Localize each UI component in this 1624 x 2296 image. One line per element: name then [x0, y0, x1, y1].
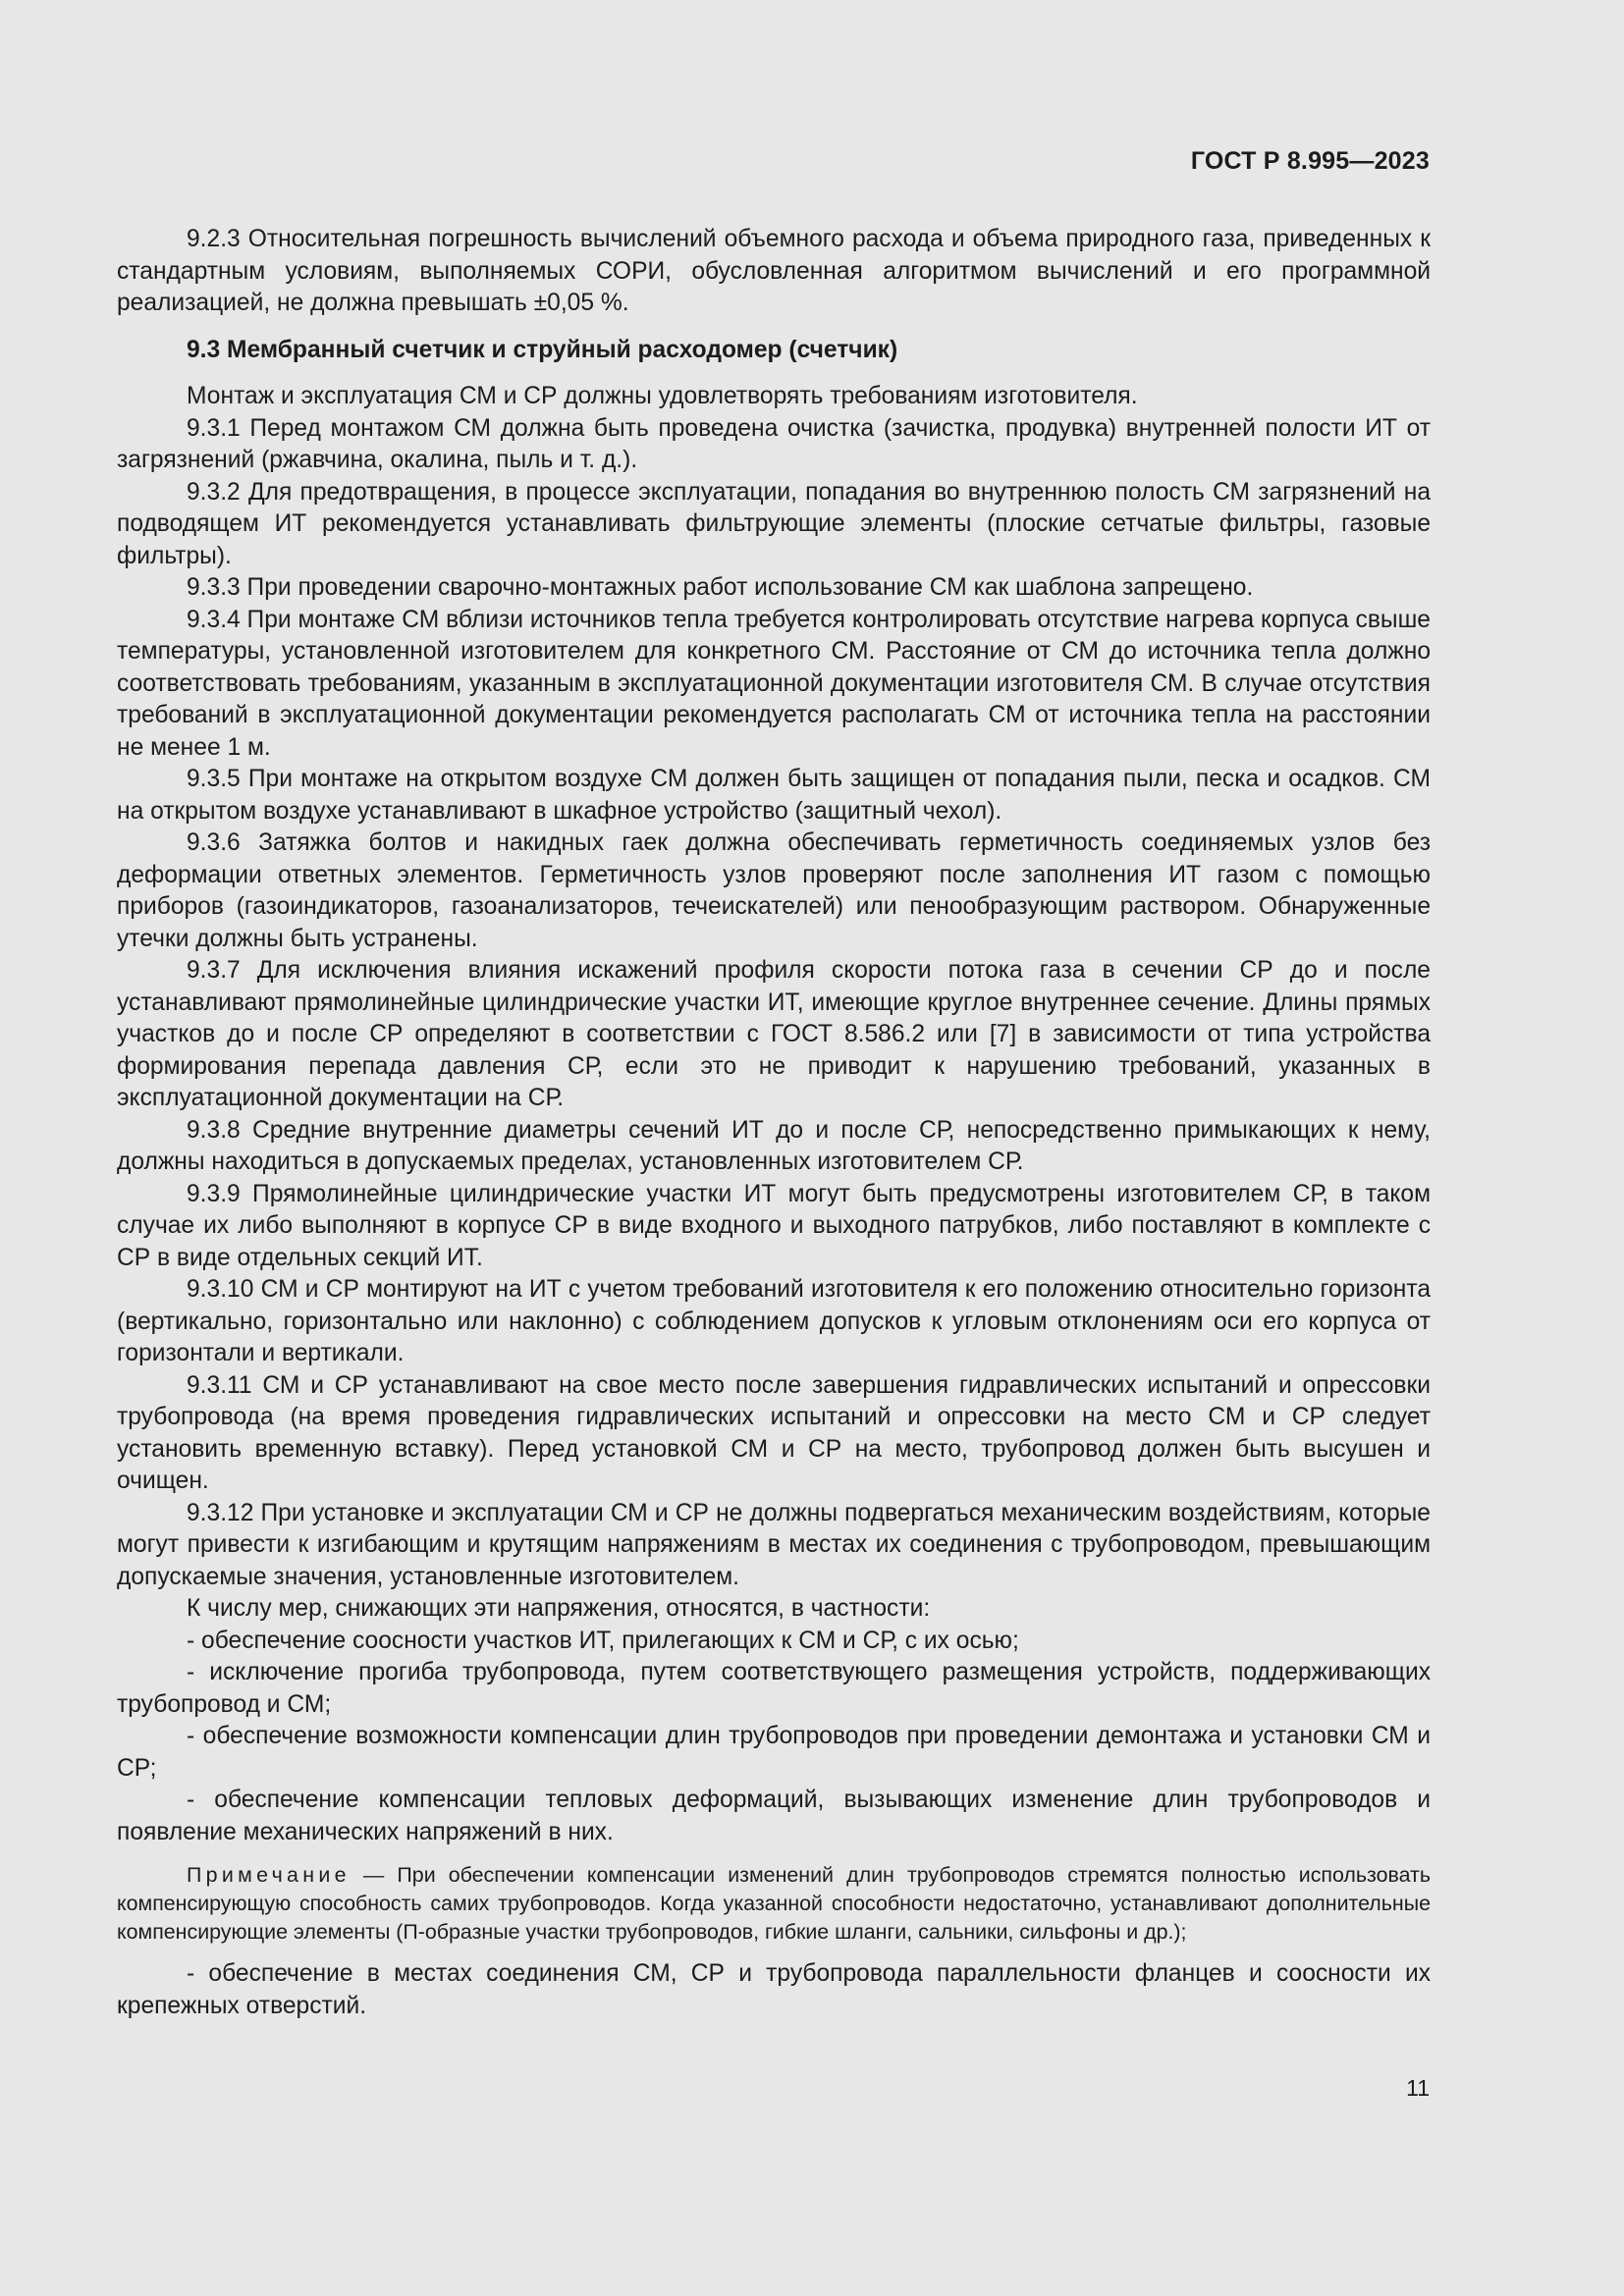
page-number: 11: [1406, 2075, 1430, 2101]
list-item: - обеспечение соосности участков ИТ, прилегающих к СМ и СР, с их осью;: [187, 1627, 1019, 1654]
paragraph-9-3-8: 9.3.8 Средние внутренние диаметры сечений ИТ до и после СР, непосредственно примыкающих к нему, должны находиться в допускаемых пределах, установленных изготовителем СР.: [117, 1116, 1431, 1175]
paragraph-9-3-7: 9.3.7 Для исключения влияния искажений профиля скорости потока газа в сечении СР до и после устанавливают прямолинейные цилиндрические участки ИТ, имеющие круглое внутреннее сечение. Длины прямых участков до и после СР определяют в соответствии с ГОСТ 8.586.2 или [7] в зависимости от типа устройства формирования перепада давления СР, если это не приводит к нарушению требований, указанных в эксплуатационной документации на СР.: [117, 957, 1431, 1111]
paragraph-9-3-6: 9.3.6 Затяжка болтов и накидных гаек должна обеспечивать герметичность соединяемых узлов без деформации ответных элементов. Герметичность узлов проверяют после заполнения ИТ газом с помощью приборов (газоиндикаторов, газоанализаторов, течеискателей) или пенообразующим раствором. Обнаруженные утечки должны быть устранены.: [117, 829, 1431, 952]
list-item: - исключение прогиба трубопровода, путем соответствующего размещения устройств, поддерживающих трубопровод и СМ;: [117, 1659, 1431, 1718]
list-item: - обеспечение в местах соединения СМ, СР и трубопровода параллельности фланцев и соосности их крепежных отверстий.: [117, 1960, 1431, 2019]
paragraph-measures-intro: К числу мер, снижающих эти напряжения, относятся, в частности:: [187, 1595, 931, 1622]
document-header: ГОСТ Р 8.995—2023: [1190, 147, 1430, 175]
paragraph-intro: Монтаж и эксплуатация СМ и СР должны удовлетворять требованиям изготовителя.: [187, 383, 1138, 409]
note-block: [117, 1861, 1431, 1947]
section-heading-9-3: 9.3 Мембранный счетчик и струйный расходомер (счетчик): [187, 336, 898, 363]
paragraph-9-3-2: 9.3.2 Для предотвращения, в процессе эксплуатации, попадания во внутреннюю полость СМ загрязнений на подводящем ИТ рекомендуется устанавливать фильтрующие элементы (плоские сетчатые фильтры, газовые фильтры).: [117, 478, 1431, 569]
paragraph-9-3-9: 9.3.9 Прямолинейные цилиндрические участки ИТ могут быть предусмотрены изготовителем СР, в таком случае их либо выполняют в корпусе СР в виде входного и выходного патрубков, либо поставляют в комплекте с СР в виде отдельных секций ИТ.: [117, 1180, 1431, 1271]
paragraph-9-2-3: 9.2.3 Относительная погрешность вычислений объемного расхода и объема природного газа, приведенных к стандартным условиям, выполняемых СОРИ, обусловленная алгоритмом вычислений и его программной реализацией, не должна превышать ±0,05 %.: [117, 226, 1431, 316]
paragraph-9-3-4: 9.3.4 При монтаже СМ вблизи источников тепла требуется контролировать отсутствие нагрева корпуса свыше температуры, установленной изготовителем для конкретного СМ. Расстояние от СМ до источника тепла должно соответствовать требованиям, указанным в эксплуатационной документации изготовителя СМ. В случае отсутствия требований в эксплуатационной документации рекомендуется располагать СМ от источника тепла на расстоянии не менее 1 м.: [117, 606, 1431, 761]
document-body: [117, 224, 1431, 2022]
paragraph-9-3-5: 9.3.5 При монтаже на открытом воздухе СМ должен быть защищен от попадания пыли, песка и осадков. СМ на открытом воздухе устанавливают в шкафное устройство (защитный чехол).: [117, 766, 1431, 825]
paragraph-9-3-1: 9.3.1 Перед монтажом СМ должна быть проведена очистка (зачистка, продувка) внутренней полости ИТ от загрязнений (ржавчина, окалина, пыль и т. д.).: [117, 414, 1431, 473]
list-item: - обеспечение возможности компенсации длин трубопроводов при проведении демонтажа и установки СМ и СР;: [117, 1723, 1431, 1782]
paragraph-9-3-3: 9.3.3 При проведении сварочно-монтажных работ использование СМ как шаблона запрещено.: [187, 574, 1254, 601]
paragraph-9-3-10: 9.3.10 СМ и СР монтируют на ИТ с учетом требований изготовителя к его положению относительно горизонта (вертикально, горизонтально или наклонно) с соблюдением допусков к угловым отклонениям оси его корпуса от горизонтали и вертикали.: [117, 1276, 1431, 1366]
paragraph-9-3-12: 9.3.12 При установке и эксплуатации СМ и СР не должны подвергаться механическим воздействиям, которые могут привести к изгибающим и крутящим напряжениям в местах их соединения с трубопроводом, превышающим допускаемые значения, установленные изготовителем.: [117, 1499, 1431, 1590]
note-text: — При обеспечении компенсации изменений длин трубопроводов стремятся полностью использовать компенсирующую способность самих трубопроводов. Когда указанной способности недостаточно, устанавливают дополнительные компенсирующие элементы (П-образные участки трубопроводов, гибкие шланги, сальники, сильфоны и др.);: [117, 1863, 1431, 1944]
list-item: - обеспечение компенсации тепловых деформаций, вызывающих изменение длин трубопроводов и появление механических напряжений в них.: [117, 1787, 1431, 1845]
note-label: Примечание: [187, 1863, 351, 1887]
paragraph-9-3-11: 9.3.11 СМ и СР устанавливают на свое место после завершения гидравлических испытаний и опрессовки трубопровода (на время проведения гидравлических испытаний и опрессовки на место СМ и СР следует установить временную вставку). Перед установкой СМ и СР на место, трубопровод должен быть высушен и очищен.: [117, 1371, 1431, 1494]
